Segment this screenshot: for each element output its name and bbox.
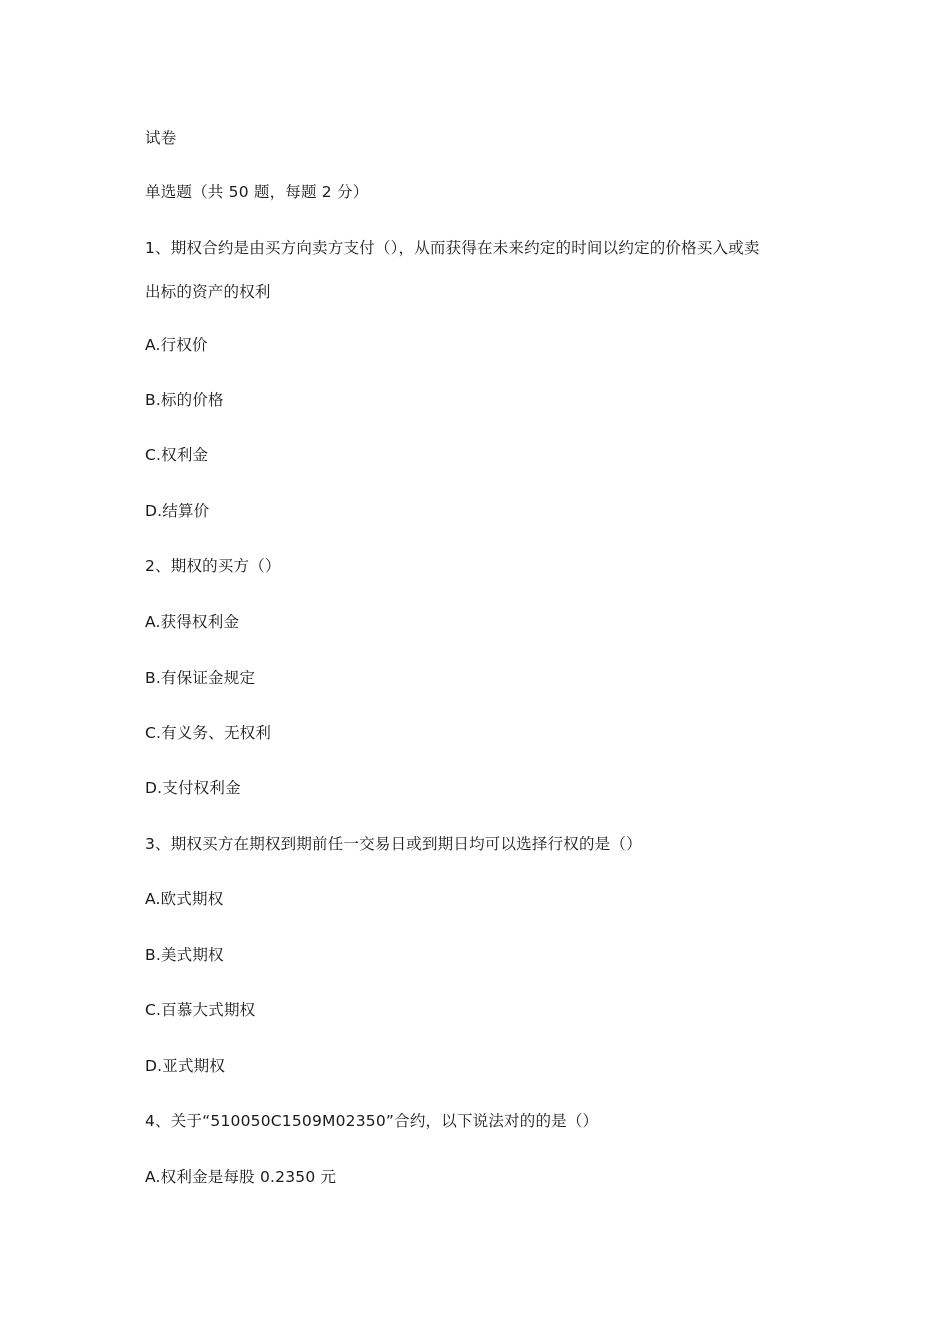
question-3-stem: 3、期权买方在期权到期前任一交易日或到期日均可以选择行权的是（） bbox=[145, 835, 642, 853]
question-3-option-c: C.百慕大式期权 bbox=[145, 1001, 256, 1019]
question-1-stem-line-1: 1、期权合约是由买方向卖方支付（），从而获得在未来约定的时间以约定的价格买入或卖 bbox=[145, 239, 760, 257]
question-2-option-a: A.获得权利金 bbox=[145, 613, 240, 631]
question-1-option-c: C.权利金 bbox=[145, 446, 209, 464]
question-2-option-b: B.有保证金规定 bbox=[145, 669, 256, 687]
question-2-stem: 2、期权的买方（） bbox=[145, 557, 281, 575]
question-3-option-a: A.欧式期权 bbox=[145, 890, 224, 908]
question-2-option-c: C.有义务、无权利 bbox=[145, 724, 272, 742]
document-title: 试卷 bbox=[145, 129, 177, 147]
question-1-option-b: B.标的价格 bbox=[145, 391, 224, 409]
section-heading: 单选题（共 50 题，每题 2 分） bbox=[145, 183, 369, 201]
question-1-option-a: A.行权价 bbox=[145, 336, 208, 354]
question-3-option-d: D.亚式期权 bbox=[145, 1057, 226, 1075]
question-1-stem-line-2: 出标的资产的权利 bbox=[145, 283, 271, 301]
question-1-option-d: D.结算价 bbox=[145, 502, 210, 520]
question-4-option-a: A.权利金是每股 0.2350 元 bbox=[145, 1168, 337, 1186]
question-2-option-d: D.支付权利金 bbox=[145, 779, 241, 797]
question-4-stem: 4、关于“510050C1509M02350”合约，以下说法对的的是（） bbox=[145, 1112, 599, 1130]
question-3-option-b: B.美式期权 bbox=[145, 946, 224, 964]
